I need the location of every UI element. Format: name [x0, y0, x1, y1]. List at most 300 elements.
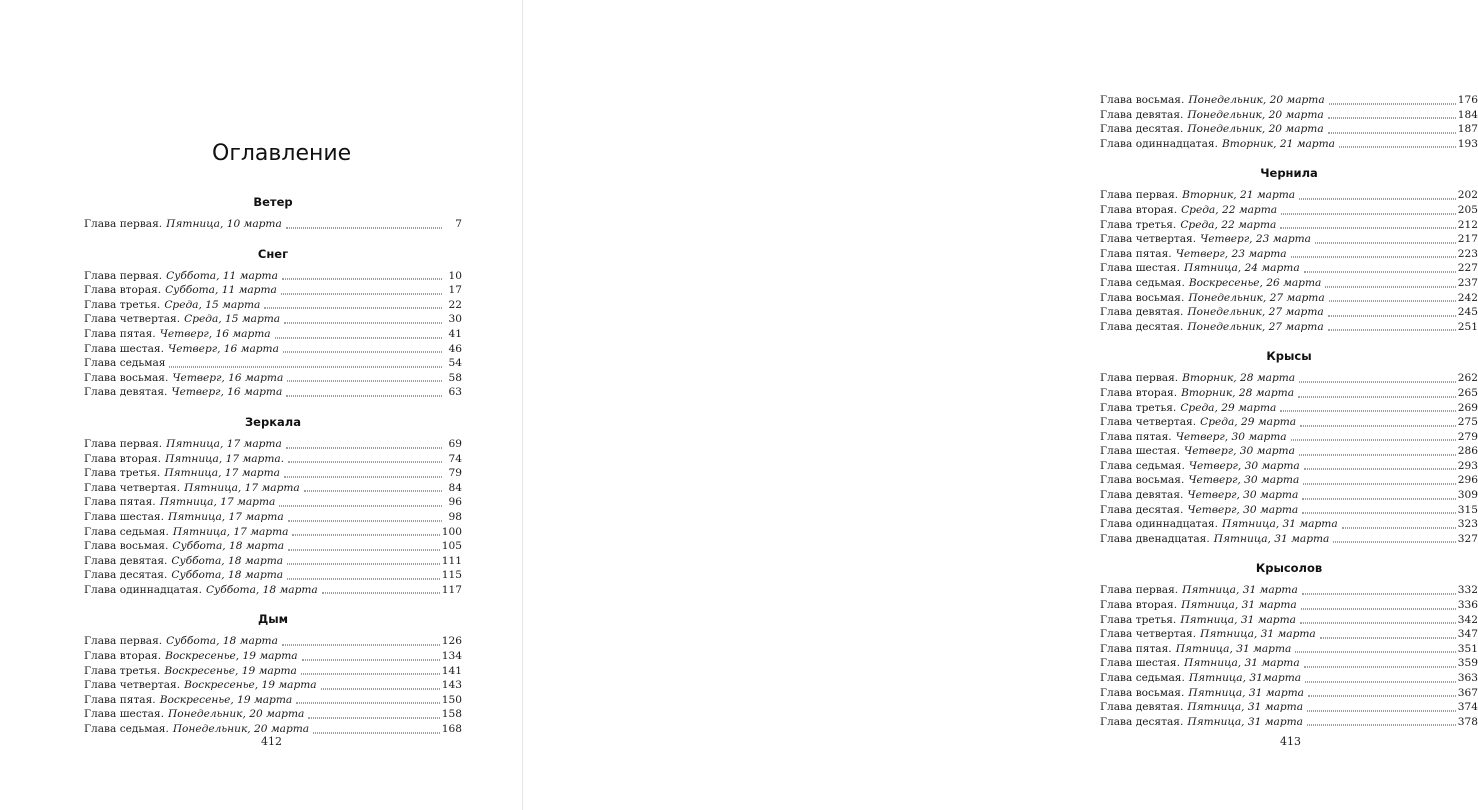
- entry-page-number: 63: [448, 386, 462, 399]
- entry-page-number: 184: [1457, 108, 1478, 121]
- toc-section: [84, 269, 462, 400]
- entry-page-number: 74: [448, 452, 462, 465]
- dot-leader: [1307, 710, 1456, 711]
- toc-entry: [84, 298, 462, 313]
- entry-page-number: 251: [1457, 320, 1478, 333]
- entry-day: Воскресенье, 19 марта: [159, 693, 293, 706]
- entry-day: Четверг, 16 марта: [171, 386, 283, 399]
- toc-entry: [1100, 188, 1478, 203]
- entry-page-number: 193: [1457, 137, 1478, 150]
- dot-leader: [281, 293, 442, 294]
- entry-day: Пятница, 31 марта: [1184, 657, 1300, 670]
- dot-leader: [275, 337, 442, 338]
- entry-chapter: Глава двенадцатая.: [1100, 532, 1210, 545]
- entry-day: Среда, 22 марта: [1180, 218, 1277, 231]
- toc-entry: [84, 554, 462, 569]
- entry-chapter: Глава восьмая.: [1100, 474, 1185, 487]
- entry-day: Четверг, 30 марта: [1187, 503, 1299, 516]
- dot-leader: [1328, 330, 1456, 331]
- entry-day: Пятница, 31 марта: [1182, 584, 1298, 597]
- entry-page-number: 79: [448, 467, 462, 480]
- entry-page-number: 212: [1457, 218, 1478, 231]
- toc-entry: [84, 269, 462, 284]
- entry-chapter: Глава одиннадцатая.: [84, 583, 202, 596]
- toc-entry: [1100, 686, 1478, 701]
- dot-leader: [1302, 513, 1456, 514]
- dot-leader: [286, 395, 442, 396]
- toc-entry: [84, 664, 462, 679]
- entry-chapter: Глава первая.: [84, 635, 163, 648]
- entry-day: Понедельник, 20 марта: [1187, 123, 1324, 136]
- toc-column-right: [1100, 93, 1478, 742]
- toc-entry: [84, 283, 462, 298]
- entry-day: Пятница, 10 марта: [166, 218, 282, 230]
- entry-chapter: Глава первая.: [1100, 372, 1179, 385]
- entry-chapter: Глава шестая.: [84, 708, 164, 721]
- dot-leader: [1315, 242, 1456, 243]
- entry-page-number: 158: [441, 708, 462, 721]
- entry-chapter: Глава пятая.: [84, 496, 156, 509]
- toc-entry: [84, 678, 462, 693]
- entry-page-number: 30: [448, 313, 462, 326]
- entry-chapter: Глава десятая.: [1100, 715, 1184, 728]
- entry-chapter: Глава четвертая.: [1100, 233, 1197, 246]
- section-heading: Снег: [257, 246, 289, 261]
- dot-leader: [1303, 484, 1456, 485]
- toc-entry: [1100, 517, 1478, 532]
- dot-leader: [284, 476, 442, 477]
- entry-day: Суббота, 18 марта: [172, 540, 285, 553]
- toc-entry: [1100, 700, 1478, 715]
- dot-leader: [321, 688, 440, 689]
- entry-day: Пятница, 31 марта: [1187, 701, 1304, 714]
- entry-day: Четверг, 16 марта: [168, 342, 279, 355]
- entry-day: Пятница, 17 марта: [168, 510, 284, 523]
- toc-entry: [1100, 656, 1478, 671]
- entry-chapter: Глава десятая.: [1100, 123, 1184, 136]
- dot-leader: [1291, 440, 1456, 441]
- entry-day: Четверг, 16 марта: [159, 327, 271, 340]
- toc-section: [84, 217, 462, 232]
- entry-page-number: 58: [448, 371, 462, 384]
- entry-chapter: Глава четвертая.: [84, 481, 181, 494]
- entry-chapter: Глава седьмая.: [84, 525, 169, 538]
- entry-page-number: 176: [1457, 94, 1478, 106]
- entry-page-number: 374: [1457, 701, 1478, 714]
- dot-leader: [287, 564, 440, 565]
- entry-page-number: 84: [448, 481, 462, 494]
- entry-chapter: Глава первая.: [84, 437, 163, 450]
- toc-section: [84, 437, 462, 598]
- toc-entry: [1100, 276, 1478, 291]
- entry-chapter: Глава вторая.: [1100, 386, 1178, 399]
- entry-chapter: Глава седьмая: [84, 357, 166, 370]
- entry-page-number: 275: [1457, 416, 1478, 429]
- toc-entry: [1100, 488, 1478, 503]
- dot-leader: [1307, 725, 1456, 726]
- toc-section: [1100, 93, 1478, 151]
- entry-day: Пятница, 31марта: [1188, 672, 1302, 684]
- dot-leader: [264, 308, 442, 309]
- entry-chapter: Глава шестая.: [1100, 262, 1180, 275]
- entry-day: Пятница, 17 марта: [172, 525, 289, 538]
- dot-leader: [1304, 667, 1456, 668]
- dot-leader: [1328, 315, 1456, 316]
- entry-page-number: 245: [1457, 306, 1478, 319]
- toc-entry: [84, 510, 462, 525]
- entry-page-number: 126: [441, 635, 462, 648]
- dot-leader: [1302, 498, 1455, 499]
- dot-leader: [1329, 103, 1456, 104]
- toc-entry: [84, 539, 462, 554]
- entry-day: Суббота, 18 марта: [166, 635, 278, 648]
- entry-day: Четверг, 23 марта: [1175, 247, 1287, 260]
- entry-day: Пятница, 17 марта: [184, 481, 300, 494]
- dot-leader: [1342, 527, 1456, 528]
- entry-page-number: 293: [1457, 459, 1478, 472]
- entry-page-number: 347: [1457, 628, 1478, 641]
- entry-page-number: 117: [441, 583, 462, 596]
- entry-chapter: Глава девятая.: [1100, 701, 1184, 714]
- entry-chapter: Глава третья.: [84, 467, 161, 480]
- entry-page-number: 217: [1457, 233, 1478, 246]
- toc-entry: [1100, 627, 1478, 642]
- dot-leader: [308, 718, 439, 719]
- toc-entry: [1100, 401, 1478, 416]
- entry-chapter: Глава одиннадцатая.: [1100, 137, 1218, 150]
- entry-day: Четверг, 23 марта: [1200, 233, 1311, 246]
- dot-leader: [296, 703, 440, 704]
- page-title: Оглавление: [212, 141, 352, 166]
- entry-page-number: 41: [448, 327, 462, 340]
- entry-chapter: Глава седьмая.: [84, 723, 169, 736]
- entry-day: Пятница, 31 марта: [1188, 686, 1304, 699]
- entry-page-number: 223: [1457, 247, 1478, 260]
- dot-leader: [1299, 198, 1456, 199]
- dot-leader: [1302, 594, 1456, 595]
- entry-page-number: 134: [441, 650, 462, 663]
- entry-chapter: Глава пятая.: [84, 693, 156, 706]
- entry-chapter: Глава пятая.: [1100, 642, 1172, 655]
- entry-page-number: 7: [455, 218, 462, 230]
- entry-day: Четверг, 30 марта: [1175, 430, 1287, 443]
- entry-day: Среда, 15 марта: [164, 298, 261, 311]
- dot-leader: [304, 491, 442, 492]
- page-number-right: 413: [1280, 735, 1301, 748]
- entry-chapter: Глава девятая.: [1100, 489, 1184, 502]
- entry-chapter: Глава одиннадцатая.: [1100, 518, 1218, 531]
- dot-leader: [284, 322, 442, 323]
- dot-leader: [1291, 257, 1456, 258]
- entry-page-number: 143: [441, 679, 462, 692]
- entry-chapter: Глава пятая.: [84, 327, 156, 340]
- entry-page-number: 168: [441, 723, 462, 736]
- dot-leader: [1333, 542, 1455, 543]
- entry-page-number: 279: [1457, 430, 1478, 443]
- dot-leader: [1320, 637, 1456, 638]
- toc-entry: [1100, 320, 1478, 335]
- dot-leader: [286, 227, 442, 228]
- dot-leader: [1329, 301, 1456, 302]
- entry-day: Среда, 29 марта: [1180, 401, 1277, 414]
- dot-leader: [287, 578, 440, 579]
- toc-section: [1100, 371, 1478, 546]
- toc-entry: [1100, 583, 1478, 598]
- entry-page-number: 227: [1457, 262, 1478, 275]
- toc-entry: [1100, 203, 1478, 218]
- entry-chapter: Глава девятая.: [84, 554, 168, 567]
- entry-day: Понедельник, 20 марта: [172, 723, 310, 736]
- toc-entry: [84, 693, 462, 708]
- toc-entry: [84, 481, 462, 496]
- dot-leader: [313, 732, 440, 733]
- dot-leader: [1301, 608, 1456, 609]
- entry-day: Суббота, 11 марта: [166, 269, 278, 282]
- entry-page-number: 262: [1457, 372, 1478, 385]
- entry-page-number: 22: [448, 298, 462, 311]
- entry-page-number: 111: [441, 554, 462, 567]
- toc-entry: [1100, 715, 1478, 730]
- section-heading: Крысолов: [1255, 561, 1323, 576]
- entry-day: Понедельник, 27 марта: [1187, 320, 1324, 333]
- entry-day: Среда, 15 марта: [184, 313, 281, 326]
- dot-leader: [1300, 425, 1456, 426]
- toc-entry: [84, 217, 462, 232]
- entry-page-number: 309: [1457, 489, 1478, 502]
- entry-day: Четверг, 16 марта: [172, 371, 284, 384]
- entry-chapter: Глава третья.: [1100, 401, 1177, 414]
- entry-day: Пятница, 17 марта: [166, 437, 282, 450]
- entry-page-number: 17: [448, 284, 462, 297]
- toc-entry: [84, 634, 462, 649]
- entry-page-number: 363: [1457, 672, 1478, 684]
- dot-leader: [1339, 147, 1456, 148]
- entry-page-number: 296: [1457, 474, 1478, 487]
- toc-entry: [1100, 137, 1478, 152]
- entry-page-number: 327: [1457, 532, 1478, 545]
- toc-entry: [84, 342, 462, 357]
- entry-chapter: Глава вторая.: [84, 284, 162, 297]
- entry-chapter: Глава восьмая.: [84, 371, 169, 384]
- dot-leader: [302, 659, 440, 660]
- section-heading: Ветер: [253, 195, 293, 209]
- dot-leader: [288, 462, 442, 463]
- entry-chapter: Глава десятая.: [1100, 503, 1184, 516]
- entry-day: Понедельник, 27 марта: [1187, 306, 1324, 319]
- dot-leader: [1304, 271, 1456, 272]
- section-heading: Крысы: [1266, 349, 1312, 364]
- toc-entry: [1100, 430, 1478, 445]
- toc-entry: [84, 312, 462, 327]
- toc-entry: [84, 356, 462, 371]
- section-heading: Чернила: [1260, 166, 1318, 181]
- toc-entry: [1100, 305, 1478, 320]
- entry-page-number: 187: [1457, 123, 1478, 136]
- toc-entry: [84, 385, 462, 400]
- toc-entry: [1100, 93, 1478, 108]
- entry-day: Четверг, 30 марта: [1188, 474, 1300, 487]
- toc-entry: [1100, 291, 1478, 306]
- toc-entry: [84, 649, 462, 664]
- toc-entry: [84, 568, 462, 583]
- toc-entry: [1100, 444, 1478, 459]
- toc-section: [84, 634, 462, 736]
- toc-entry: [84, 371, 462, 386]
- dot-leader: [1325, 286, 1455, 287]
- toc-entry: [1100, 386, 1478, 401]
- dot-leader: [1295, 652, 1455, 653]
- toc-entry: [84, 452, 462, 467]
- dot-leader: [1328, 132, 1456, 133]
- entry-chapter: Глава седьмая.: [1100, 672, 1185, 684]
- entry-day: Пятница, 17 марта: [164, 467, 280, 480]
- entry-day: Суббота, 18 марта: [206, 583, 318, 596]
- dot-leader: [292, 535, 439, 536]
- entry-page-number: 359: [1457, 657, 1478, 670]
- entry-chapter: Глава десятая.: [1100, 320, 1184, 333]
- toc-entry: [1100, 532, 1478, 547]
- toc-entry: [1100, 218, 1478, 233]
- entry-chapter: Глава девятая.: [1100, 306, 1184, 319]
- entry-page-number: 351: [1457, 642, 1478, 655]
- entry-page-number: 98: [448, 510, 462, 523]
- section-heading: Зеркала: [245, 414, 301, 429]
- toc-section: [1100, 188, 1478, 334]
- entry-page-number: 332: [1457, 584, 1478, 597]
- dot-leader: [1328, 118, 1456, 119]
- toc-entry: [1100, 671, 1478, 686]
- dot-leader: [301, 674, 440, 675]
- dot-leader: [282, 279, 442, 280]
- entry-chapter: Глава четвертая.: [84, 679, 181, 692]
- entry-chapter: Глава пятая.: [1100, 430, 1172, 443]
- dot-leader: [288, 520, 442, 521]
- entry-chapter: Глава восьмая.: [84, 540, 169, 553]
- entry-chapter: Глава четвертая.: [84, 313, 181, 326]
- entry-day: Пятница, 17 марта: [159, 496, 276, 509]
- toc-section: [1100, 583, 1478, 729]
- entry-day: Вторник, 21 марта: [1222, 137, 1335, 150]
- entry-chapter: Глава третья.: [84, 298, 161, 311]
- entry-chapter: Глава первая.: [84, 269, 163, 282]
- dot-leader: [283, 352, 442, 353]
- entry-chapter: Глава четвертая.: [1100, 416, 1197, 429]
- entry-page-number: 10: [448, 269, 462, 282]
- entry-day: Пятница, 31 марта: [1213, 532, 1330, 545]
- entry-page-number: 69: [448, 437, 462, 450]
- toc-entry: [84, 707, 462, 722]
- dot-leader: [1280, 228, 1455, 229]
- toc-entry: [1100, 473, 1478, 488]
- dot-leader: [1299, 454, 1456, 455]
- entry-day: Четверг, 30 марта: [1187, 489, 1299, 502]
- toc-entry: [1100, 459, 1478, 474]
- entry-day: Среда, 29 марта: [1200, 416, 1297, 429]
- entry-chapter: Глава четвертая.: [1100, 628, 1197, 641]
- entry-page-number: 378: [1457, 715, 1478, 728]
- toc-entry: [84, 466, 462, 481]
- entry-page-number: 115: [441, 569, 462, 582]
- entry-chapter: Глава девятая.: [84, 386, 168, 399]
- dot-leader: [1299, 381, 1456, 382]
- entry-chapter: Глава шестая.: [84, 342, 164, 355]
- toc-column-left: [84, 193, 462, 750]
- entry-chapter: Глава третья.: [1100, 613, 1177, 626]
- entry-page-number: 202: [1457, 189, 1478, 202]
- entry-chapter: Глава шестая.: [1100, 657, 1180, 670]
- entry-day: Пятница, 31 марта: [1200, 628, 1316, 641]
- entry-page-number: 237: [1457, 276, 1478, 289]
- entry-chapter: Глава третья.: [1100, 218, 1177, 231]
- entry-chapter: Глава восьмая.: [1100, 686, 1185, 699]
- dot-leader: [288, 549, 440, 550]
- toc-entry: [84, 583, 462, 598]
- entry-chapter: Глава вторая.: [84, 452, 162, 465]
- toc-entry: [1100, 232, 1478, 247]
- page-number-left: 412: [261, 735, 282, 748]
- entry-page-number: 141: [441, 664, 462, 677]
- toc-entry: [1100, 503, 1478, 518]
- entry-day: Вторник, 28 марта: [1182, 372, 1296, 385]
- entry-day: Пятница, 24 марта: [1184, 262, 1300, 275]
- entry-chapter: Глава вторая.: [1100, 203, 1178, 216]
- entry-page-number: 269: [1457, 401, 1478, 414]
- toc-entry: [1100, 108, 1478, 123]
- toc-entry: [84, 525, 462, 540]
- entry-day: Вторник, 21 марта: [1182, 189, 1296, 202]
- dot-leader: [282, 645, 440, 646]
- dot-leader: [287, 381, 442, 382]
- toc-entry: [1100, 642, 1478, 657]
- entry-chapter: Глава первая.: [1100, 189, 1179, 202]
- entry-page-number: 286: [1457, 445, 1478, 458]
- entry-day: Среда, 22 марта: [1181, 203, 1278, 216]
- dot-leader: [1308, 696, 1456, 697]
- dot-leader: [1280, 411, 1455, 412]
- entry-chapter: Глава шестая.: [1100, 445, 1180, 458]
- left-page: [0, 0, 523, 810]
- entry-day: Пятница, 31 марта: [1222, 518, 1338, 531]
- entry-day: Суббота, 11 марта: [165, 284, 277, 297]
- entry-day: Понедельник, 27 марта: [1188, 291, 1325, 304]
- entry-day: Четверг, 30 марта: [1184, 445, 1295, 458]
- entry-page-number: 342: [1457, 613, 1478, 626]
- entry-day: Вторник, 28 марта: [1181, 386, 1295, 399]
- entry-chapter: Глава пятая.: [1100, 247, 1172, 260]
- entry-chapter: Глава первая.: [84, 218, 163, 230]
- entry-page-number: 336: [1457, 599, 1478, 612]
- entry-chapter: Глава шестая.: [84, 510, 164, 523]
- entry-day: Суббота, 18 марта: [171, 569, 284, 582]
- entry-day: Понедельник, 20 марта: [1187, 108, 1324, 121]
- entry-day: Воскресенье, 26 марта: [1188, 276, 1322, 289]
- entry-page-number: 242: [1457, 291, 1478, 304]
- entry-day: Понедельник, 20 марта: [1188, 94, 1325, 106]
- entry-day: Воскресенье, 19 марта: [164, 664, 297, 677]
- toc-entry: [84, 327, 462, 342]
- entry-chapter: Глава девятая.: [1100, 108, 1184, 121]
- entry-chapter: Глава вторая.: [84, 650, 162, 663]
- toc-entry: [1100, 613, 1478, 628]
- entry-page-number: 105: [441, 540, 462, 553]
- entry-chapter: Глава восьмая.: [1100, 291, 1185, 304]
- entry-page-number: 100: [441, 525, 462, 538]
- entry-page-number: 96: [448, 496, 462, 509]
- toc-entry: [1100, 371, 1478, 386]
- section-heading: Дым: [257, 612, 289, 627]
- entry-chapter: Глава первая.: [1100, 584, 1179, 597]
- entry-day: Пятница, 31 марта: [1181, 599, 1297, 612]
